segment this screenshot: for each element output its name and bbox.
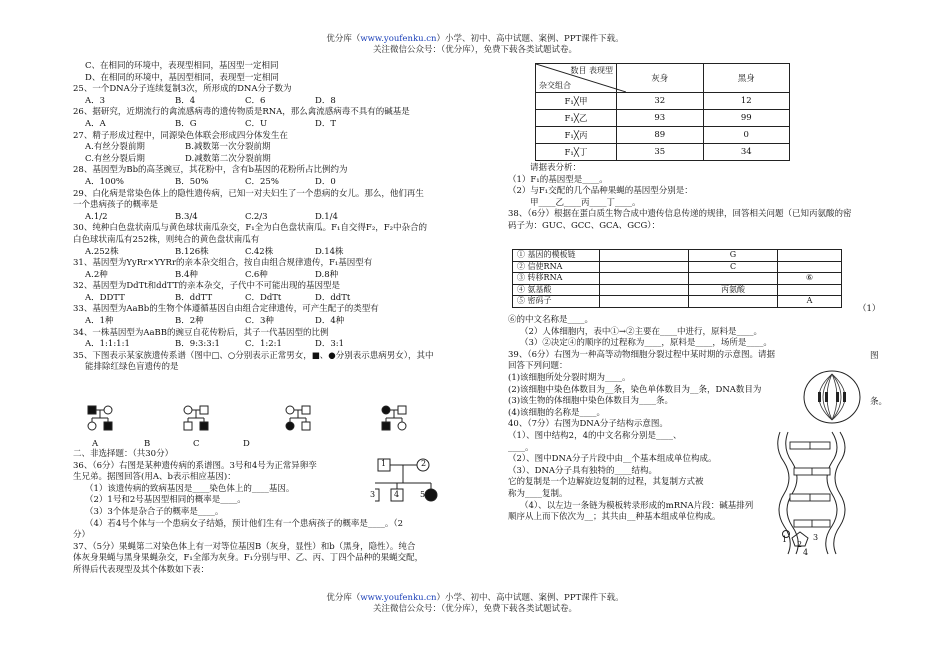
cell <box>600 250 689 262</box>
option: D．4种 <box>315 316 345 327</box>
normal-female <box>398 422 406 430</box>
question-27: 27、精子形成过程中，同源染色体联会形成四分体发生在 <box>73 130 288 141</box>
question-36: 36、（6分）右图是某种遗传病的系谱图。3号和4号为正常异卵孪 <box>73 460 317 471</box>
option: C.42株 <box>245 246 274 257</box>
q25-options <box>73 96 473 108</box>
option: D.减数第二次分裂前期 <box>185 153 271 164</box>
footer-subline: 关注微信公众号：（优分库），免费下载各类试题试卷。 <box>372 604 577 614</box>
table-row <box>513 261 842 273</box>
q32-options <box>73 293 473 305</box>
question-38: 38、（6分）根据在蛋白质生物合成中遗传信息传递的规律，回答相关问题（已知丙氨酸的密 <box>508 209 852 220</box>
q37-part2: （2）与F₁交配的几个品种果蝇的基因型分别是： <box>508 186 693 197</box>
affected-male <box>382 422 390 430</box>
cell <box>778 261 842 273</box>
normal-female <box>184 406 192 414</box>
q39-part2-tail: 条。 <box>870 397 888 407</box>
q33-options <box>73 316 473 328</box>
question-29-cont: 一个患病孩子的概率是 <box>73 200 159 211</box>
option: B.126株 <box>175 246 209 257</box>
q38-part1: ⑥的中文名称是____。 <box>508 315 594 325</box>
option: A．DDTT <box>85 292 125 303</box>
option: C．U <box>245 118 268 129</box>
normal-male <box>398 406 406 414</box>
q37-part1: （1）F₁的基因型是____。 <box>508 174 608 185</box>
cross-cell: F₁╳丁 <box>536 144 617 161</box>
pedigree-c <box>286 406 310 430</box>
option: A．1:1:1:1 <box>85 339 130 350</box>
question-30: 30、纯种白色盘状南瓜与黄色球状南瓜杂交，F₁全为白色盘状南瓜。F₁自交得F₂，F₂中杂合的 <box>73 223 428 234</box>
cell-division-figure <box>800 368 864 426</box>
header-top: 数目 表现型 <box>570 66 613 75</box>
option: B.3/4 <box>175 211 198 222</box>
dna-label-1: 1 <box>782 535 788 544</box>
gray-count: 35 <box>617 144 704 161</box>
affected-female <box>382 406 390 414</box>
q40-part4-cont: 顺序从上而下依次为__；其共由__种基本组成单位构成。 <box>508 512 721 523</box>
option-c: C、在相同的环境中，表现型相同，基因型一定相同 <box>85 61 279 71</box>
option: C.6种 <box>245 269 268 280</box>
cell <box>600 296 689 308</box>
affected-female <box>286 422 294 430</box>
q36-part3: （3）3个体是杂合子的概率是____。 <box>85 506 224 517</box>
q35-label-c: C <box>193 439 200 449</box>
q40-part3: （3）、DNA分子具有独特的____结构。 <box>508 465 658 476</box>
question-37: 37、（5分）果蝇第二对染色体上有一对等位基因B（灰身，显性）和b（黑身，隐性）。纯合 <box>73 541 416 552</box>
black-count: 99 <box>703 110 790 127</box>
affected-male <box>200 422 208 430</box>
q39-part3: (3)该生物的体细胞中染色体数目为____条。 <box>508 396 674 407</box>
normal-male <box>184 422 192 430</box>
question-28: 28、基因型为Bb的高茎豌豆，其花粉中，含有b基因的花粉所占比例约为 <box>73 165 348 176</box>
pedigree-label: 5 <box>420 490 426 499</box>
option: D.1/4 <box>315 211 338 222</box>
q27-options-row2 <box>73 154 473 166</box>
question-25: 25、一个DNA分子连续复制3次，所形成的DNA分子数为 <box>73 84 292 95</box>
q29-options <box>73 212 473 224</box>
cell: C <box>689 261 778 273</box>
option: A．1种 <box>85 316 114 327</box>
q40-part1-cont: ____。 <box>508 442 534 453</box>
option: A.2种 <box>85 269 108 280</box>
q40-part3-cont2: 称为____复制。 <box>508 488 568 499</box>
q30-options <box>73 247 473 259</box>
normal-male <box>302 406 310 414</box>
table-row <box>513 284 842 296</box>
question-26: 26、据研究，近期流行的禽流感病毒的遗传物质是RNA，那么禽流感病毒不具有的碱基是 <box>73 107 410 118</box>
pedigree-label: 1 <box>381 459 387 468</box>
header-text: ）小学、初中、高中试题、案例、PPT课件下载。 <box>436 34 624 44</box>
option: D．8 <box>315 95 336 106</box>
table-corner-cell <box>536 64 617 93</box>
q36-part4-cont: 分） <box>73 530 91 541</box>
question-35: 35、下图表示某家族遗传系谱（图中□、○分别表示正常男女，■、●分别表示患病男女），其中 <box>73 350 434 361</box>
cross-cell: F₁╳丙 <box>536 127 617 144</box>
q36-pedigree <box>375 455 465 513</box>
cross-cell: F₁╳甲 <box>536 93 617 110</box>
question-39: 39、（6分）右图为一种高等动物细胞分裂过程中某时期的示意图。请据 <box>508 349 775 360</box>
header-text: 优分库（ <box>326 34 361 44</box>
cross-cell: F₁╳乙 <box>536 110 617 127</box>
analysis-label: 请据表分析： <box>530 163 582 173</box>
cell <box>778 250 842 262</box>
cell <box>689 273 778 285</box>
option-d: D、在相同的环境中，基因型相同，表现型一定相同 <box>85 72 279 83</box>
q39-part1: (1)该细胞所处分裂时期为____。 <box>508 372 631 383</box>
q27-options-row1 <box>73 142 473 154</box>
right-column-part1 <box>508 163 888 233</box>
q37-part2-blanks: 甲____乙____丙____丁____。 <box>530 197 641 208</box>
option: D.14株 <box>315 246 344 257</box>
option: B．ddTT <box>175 292 213 303</box>
dna-backbones <box>778 432 845 554</box>
q40-part4: （4）、以左边一条链为模板转录形成的mRNA片段：碱基排列 <box>520 500 754 511</box>
q26-options <box>73 119 473 131</box>
black-count: 12 <box>703 93 790 110</box>
option: B.4种 <box>175 269 198 280</box>
footer-text: 优分库（ <box>326 593 361 603</box>
section-title: 二、非选择题：（共30分） <box>73 449 174 459</box>
q31-options <box>73 270 473 282</box>
normal-male <box>200 406 208 414</box>
q35-label-a: A <box>92 439 99 449</box>
column-black: 黑身 <box>703 64 790 93</box>
cell <box>778 284 842 296</box>
option: D．T <box>315 118 336 129</box>
header-bottom: 杂交组合 <box>539 81 571 90</box>
cell <box>600 273 689 285</box>
q39-tail: 图 <box>870 351 879 361</box>
spindle-fibers <box>819 374 845 420</box>
gray-count: 89 <box>617 127 704 144</box>
question-39-cont: 回答下列问题： <box>508 361 568 372</box>
question-34: 34、一株基因型为AaBB的豌豆自花传粉后，其子一代基因型的比例 <box>73 327 329 338</box>
option: C．25% <box>245 176 279 187</box>
cell-membrane <box>804 371 860 423</box>
option: D.8种 <box>315 269 339 280</box>
individual-3 <box>375 489 379 501</box>
option: B．50% <box>175 176 209 187</box>
q35-pedigrees <box>80 400 470 448</box>
cell: 丙氨酸 <box>689 284 778 296</box>
dna-label-2: 2 <box>797 540 803 549</box>
translation-table <box>512 249 842 308</box>
q39-part4: (4)该细胞的名称是____。 <box>508 407 606 418</box>
option: C．1:2:1 <box>245 339 282 350</box>
q28-options <box>73 177 473 189</box>
black-count: 0 <box>703 127 790 144</box>
question-38-cont: 码子为：GUC、GCC、GCA、GCG）： <box>508 220 661 231</box>
cell <box>600 284 689 296</box>
pedigree-a <box>88 406 112 430</box>
row-label: ② 信使RNA <box>513 261 600 273</box>
normal-female <box>88 422 96 430</box>
option: D．0 <box>315 176 336 187</box>
footer-text: ）小学、初中、高中试题、案例、PPT课件下载。 <box>436 593 624 603</box>
question-33: 33、基因型为AaBb的生物个体遵循基因自由组合定律遗传，可产生配子的类型有 <box>73 304 379 315</box>
chromosomes <box>818 392 846 402</box>
table-row <box>513 273 842 285</box>
table-row <box>536 110 790 127</box>
option: A.1/2 <box>85 211 108 222</box>
q38-part2: （2）人体细胞内，表中①→②主要在____中进行，原料是____。 <box>520 326 763 337</box>
gray-count: 93 <box>617 110 704 127</box>
pedigree-label: 3 <box>370 490 376 499</box>
dna-label-3: 3 <box>813 533 819 542</box>
option: C.2/3 <box>245 211 268 222</box>
option: B．G <box>175 118 197 129</box>
question-37-cont: 体灰身果蝇与黑身果蝇杂交，F₁全部为灰身。F₁分别与甲、乙、丙、丁四个品种的果蝇交配， <box>73 553 424 564</box>
table-row <box>513 250 842 262</box>
cell <box>689 296 778 308</box>
cell: ⑥ <box>778 273 842 285</box>
option: C．3种 <box>245 316 274 327</box>
gray-count: 32 <box>617 93 704 110</box>
option: B．2种 <box>175 316 204 327</box>
option: C．6 <box>245 95 266 106</box>
question-31: 31、基因型为YyRr×YYRr的亲本杂交组合，按自由组合规律遗传，F₁基因型有 <box>73 258 373 269</box>
q40-part2: （2）、图中DNA分子片段中由__个基本组成单位构成。 <box>508 454 717 465</box>
pedigree-b <box>184 406 208 430</box>
option: A.252株 <box>85 246 119 257</box>
normal-male <box>302 422 310 430</box>
individual-5-affected <box>425 489 437 501</box>
normal-female <box>286 406 294 414</box>
q36-part4: （4）若4号个体与一个患病女子结婚，预计他们生有一个患病孩子的概率是____。（2 <box>85 518 403 529</box>
question-40: 40、（7分）右图为DNA分子结构示意图。 <box>508 419 668 430</box>
option: D．3:1 <box>315 339 344 350</box>
question-32: 32、基因型为DdTt和ddTT的亲本杂交，子代中不可能出现的基因型是 <box>73 281 341 292</box>
question-36-cont: 生兄弟。据图回答(用A、b表示相应基因)： <box>73 472 236 483</box>
q35-label-d: D <box>243 439 250 449</box>
header-url[interactable]: www.youfenku.cn <box>360 34 437 44</box>
question-30-cont: 白色球状南瓜有252株，则纯合的黄色盘状南瓜有 <box>73 234 260 245</box>
option: A.有丝分裂前期 <box>85 142 145 153</box>
question-37-cont2: 所得后代表现型及其个体数如下表： <box>73 564 210 575</box>
q40-part1: （1）、图中结构2，4的中文名称分别是____、 <box>508 430 682 441</box>
q34-options <box>73 339 473 351</box>
cell: A <box>778 296 842 308</box>
row-label: ⑤ 密码子 <box>513 296 600 308</box>
black-count: 34 <box>703 144 790 161</box>
pedigree-label: 4 <box>394 490 400 499</box>
cell: G <box>689 250 778 262</box>
cell <box>600 261 689 273</box>
table-row <box>536 144 790 161</box>
option: B．4 <box>175 95 196 106</box>
q36-part1: （1）该遗传病的致病基因是____染色体上的____基因。 <box>85 483 295 494</box>
option: A．100% <box>85 176 124 187</box>
q38-part3: （3）②决定④的顺序的过程称为____，原料是____，场所是____。 <box>520 338 772 349</box>
question-29: 29、白化病是常染色体上的隐性遗传病，已知一对夫妇生了一个患病的女儿。那么，他们再生 <box>73 188 424 199</box>
pedigree-label: 2 <box>421 459 427 468</box>
dna-label-4: 4 <box>803 548 809 557</box>
option: C．DdTt <box>245 292 282 303</box>
q36-part2: （2）1号和2号基因型相同的概率是____。 <box>85 495 246 506</box>
pedigree-d <box>382 406 406 430</box>
page-footer <box>0 593 950 615</box>
affected-male <box>88 406 96 414</box>
header-subline: 关注微信公众号：（优分库），免费下载各类试题试卷。 <box>372 45 577 55</box>
right-column-part2 <box>508 315 808 524</box>
row-label: ③ 转移RNA <box>513 273 600 285</box>
option: C.有丝分裂后期 <box>85 153 145 164</box>
option: D．ddTt <box>315 292 351 303</box>
option: B.减数第一次分裂前期 <box>185 142 271 153</box>
affected-male <box>104 422 112 430</box>
question-35-cont: 能排除红绿色盲遗传的是 <box>85 362 179 373</box>
q38-side-label: （1） <box>858 304 881 314</box>
row-label: ① 基因的模板链 <box>513 250 600 262</box>
footer-url[interactable]: www.youfenku.cn <box>360 593 437 603</box>
option: B．9:3:3:1 <box>175 339 220 350</box>
normal-female <box>104 406 112 414</box>
q40-part3-cont: 它的复制是一个边解旋边复制的过程，其复制方式被 <box>508 477 704 488</box>
option: A．A <box>85 118 106 129</box>
table-row <box>536 127 790 144</box>
page-header <box>0 34 950 56</box>
table-row <box>513 296 842 308</box>
left-column <box>73 61 473 374</box>
table-row <box>536 93 790 110</box>
cross-results-table <box>535 63 790 161</box>
option: A．3 <box>85 95 106 106</box>
q35-label-b: B <box>144 439 151 449</box>
q39-part2: (2)该细胞中染色体数目为__条，染色单体数目为__条，DNA数目为 <box>508 384 762 395</box>
column-gray: 灰身 <box>617 64 704 93</box>
row-label: ④ 氨基酸 <box>513 284 600 296</box>
